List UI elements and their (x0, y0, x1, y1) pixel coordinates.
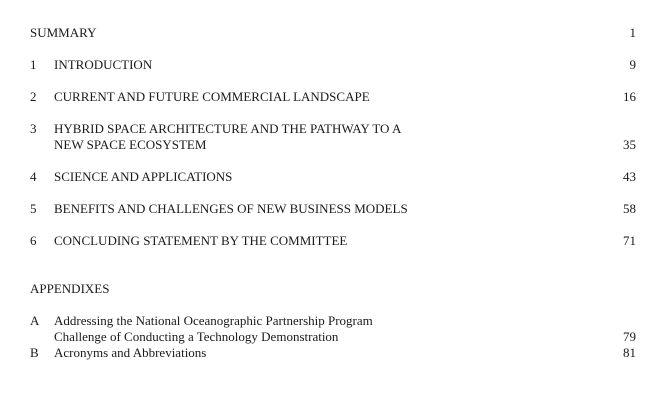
toc-entry-title-line-1: Addressing the National Oceanographic Partnership Program (54, 313, 373, 328)
toc-entry-appendix-a[interactable] (0, 313, 666, 329)
toc-entry-number: 6 (30, 233, 37, 248)
toc-entry-title: BENEFITS AND CHALLENGES OF NEW BUSINESS MODELS (54, 201, 408, 216)
toc-entry-number: 2 (30, 89, 37, 104)
toc-entry-chapter-6[interactable] (0, 233, 666, 249)
toc-entry-chapter-3[interactable] (0, 121, 666, 137)
toc-entry-number: 3 (30, 121, 37, 136)
toc-entry-title-line-2: Challenge of Conducting a Technology Demonstration (54, 329, 339, 344)
toc-entry-page: 71 (623, 233, 636, 248)
toc-entry-page: 16 (623, 89, 636, 104)
toc-entry-number: 5 (30, 201, 37, 216)
toc-entry-number: 1 (30, 57, 37, 72)
toc-entry-page: 81 (623, 345, 636, 360)
toc-entry-title: SUMMARY (30, 25, 97, 40)
toc-entry-page: 43 (623, 169, 636, 184)
toc-entry-title: SCIENCE AND APPLICATIONS (54, 169, 233, 184)
toc-entry-page: 9 (629, 57, 636, 72)
toc-entry-chapter-3-cont[interactable] (0, 137, 666, 153)
toc-entry-title-line-1: HYBRID SPACE ARCHITECTURE AND THE PATHWAY TO A (54, 121, 402, 136)
toc-entry-appendix-a-cont[interactable] (0, 329, 666, 345)
toc-entry-page: 79 (623, 329, 636, 344)
toc-entry-title: INTRODUCTION (54, 57, 153, 72)
toc-section-appendixes (0, 281, 666, 297)
toc-entry-appendix-b[interactable] (0, 345, 666, 361)
toc-entry-page: 1 (629, 25, 636, 40)
toc-entry-chapter-1[interactable] (0, 57, 666, 73)
toc-entry-chapter-5[interactable] (0, 201, 666, 217)
toc-entry-page: 58 (623, 201, 636, 216)
toc-entry-title: CURRENT AND FUTURE COMMERCIAL LANDSCAPE (54, 89, 370, 104)
toc-entry-letter: A (30, 313, 40, 328)
toc-entry-page: 35 (623, 137, 636, 152)
toc-entry-chapter-2[interactable] (0, 89, 666, 105)
toc-entry-chapter-4[interactable] (0, 169, 666, 185)
toc-entry-title-line-2: NEW SPACE ECOSYSTEM (54, 137, 207, 152)
toc-entry-number: 4 (30, 169, 37, 184)
toc-entry-letter: B (30, 345, 39, 360)
toc-entry-title: Acronyms and Abbreviations (54, 345, 207, 360)
toc-entry-summary[interactable] (0, 25, 666, 41)
toc-entry-title: CONCLUDING STATEMENT BY THE COMMITTEE (54, 233, 348, 248)
section-heading: APPENDIXES (30, 281, 110, 296)
